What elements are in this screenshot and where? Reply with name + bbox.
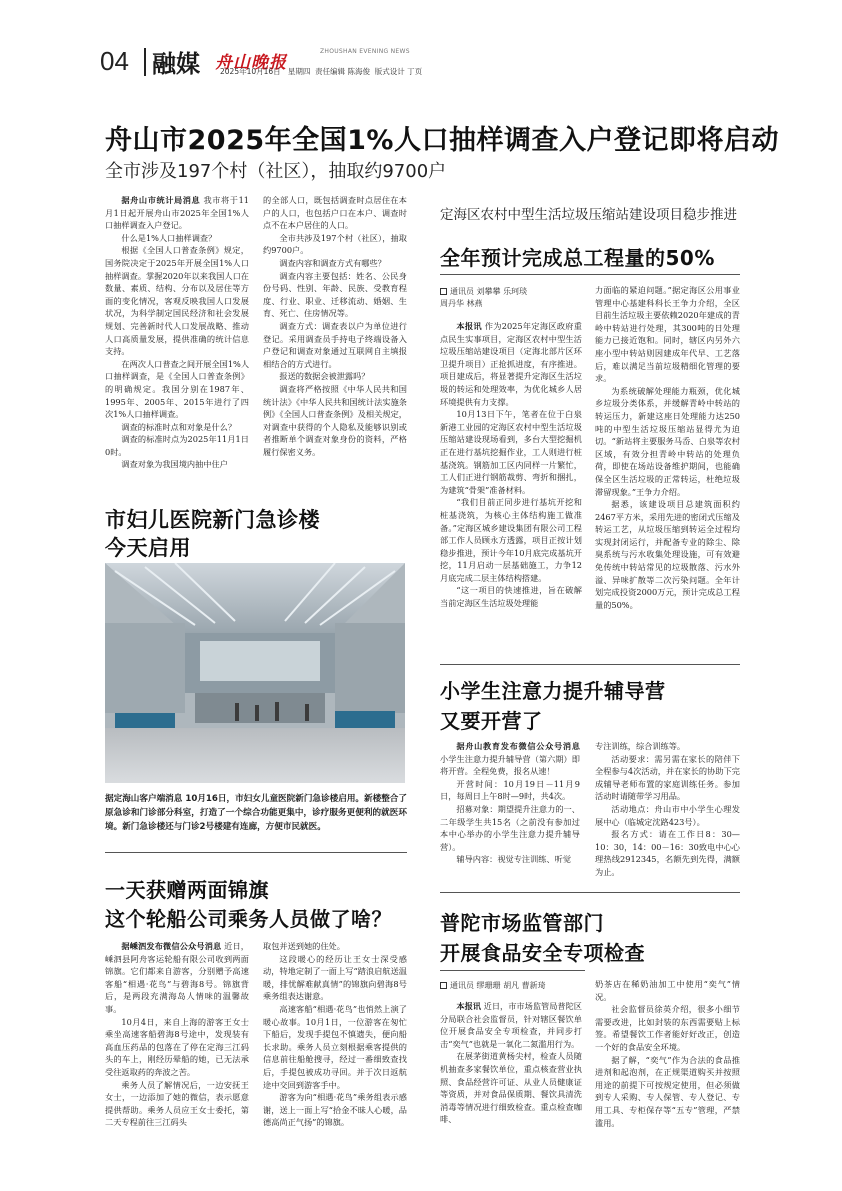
- article3-title: 市妇儿医院新门急诊楼 今天启用: [105, 508, 320, 560]
- article6-col1: 本报讯 近日，市市场监管局普陀区分局联合社会监督员，针对辖区餐饮单位开展食品安全专项检查，并同步打击“奕气”也就是一氧化二氮滥用行为。 在展茅街道黄杨尖村，检查人员随机抽查多家餐饮单位，重点核查营业执照、食品经营许可证、从业人员健康证等资质，并对食品保质期、餐饮具清洗消毒等情况进行细致检查。重点检查咖啡、: [440, 1001, 582, 1125]
- article6-col2: 奶茶店在稀奶油加工中使用“奕气”情况。 社会监督员徐英介绍，很多小细节需要改进，比如封装的东西需要贴上标签。希望餐饮工作者能好好改正，创造一个好的食品安全环境。 据了解，“奕气”作为合法的食品推进剂和起泡剂，在正规渠道购买并按照用途的前提下可按规定使用，但必须做到专人采购、专人保管、专人登记、专用工具、专柜保存等“五专”管理，严禁滥用。: [595, 979, 740, 1128]
- article2-byline: 通讯员 刘攀攀 乐珂琰 周丹华 林燕: [440, 287, 528, 308]
- article2-title: 全年预计完成总工程量的50%: [440, 246, 715, 270]
- paper-logo: 舟山晚报: [215, 53, 287, 73]
- page-number: 04: [100, 46, 129, 76]
- article4-col1: 据舟山教育发布微信公众号消息 小学生注意力提升辅导营（第六期）即将开营。全程免费，报名从速！ 开营时间：10月19日－11月9日，每周日上午8时—9时，共4次。 招募对象：期望提升注意力的一、二年级学生共15名（之前没有参加过本中心举办的小学生注意力提升辅导营）。 辅导内容：视觉专注训练、听觉: [440, 741, 580, 865]
- header-divider: [144, 48, 146, 76]
- article1-col1: 据舟山市统计局消息 我市将于11月1日起开展舟山市2025年全国1%人口抽样调查入户登记。 什么是1%人口抽样调查？ 根据《全国人口普查条例》规定，国务院决定于2025年开展全国1%人口抽样调查。掌握2020年以来我国人口在数量、素质、结构、分布以及居住等方面的变化情况，客观反映我国人口发展状况，为科学制定国民经济和社会发展规划、完善新时代人口发展战略、推动人口高质量发展，提供准确的统计信息支持。 在两次人口普查之间开展全国1%人口抽样调查，是《全国人口普查条例》的明确规定。我国分别在1987年、1995年、2005年、2015年进行了四次1%人口抽样调查。 调查的标准时点和对象是什么？ 调查的标准时点为2025年11月1日0时。 调查对象为我国境内抽中住户: [105, 195, 250, 470]
- article3-caption: 据定海山客户端消息 10月16日，市妇女儿童医院新门急诊楼启用。新楼整合了原急诊和门诊部分科室，打造了一个综合功能更集中，诊疗服务更便利的就医环境。新门急诊楼还与门诊2号楼建有连廊，方便市民就医。: [105, 794, 407, 832]
- article4-title: 小学生注意力提升辅导营 又要开营了: [440, 679, 666, 733]
- article6-byline: 通讯员 缪珊珊 胡凡 曹新琦: [440, 980, 590, 991]
- article5-col1: 据嵊泗发布微信公众号消息 近日，嵊泗县阿舟客运轮船有限公司收到两面锦旗。它们都来自游客，分别赠予高速客船“相遇·花鸟”与碧海8号。锦旗背后，是两段充满海岛人情味的温馨故事。 10月4日，来自上海的游客王女士乘坐高速客船碧海8号途中，发现装有高血压药品的包落在了停在定海三江码头的车上，刚经历晕船的她，已无法承受往返取药的奔波之苦。 乘务人员了解情况后，一边安抚王女士，一边添加了她的微信，表示愿意提供帮助。乘务人员应王女士委托，第二天专程前往三江码头: [105, 941, 249, 1128]
- article6-rule: [440, 970, 585, 971]
- article1-col2: 的全部人口，既包括调查时点居住在本户的人口，也包括户口在本户、调查时点不在本户居住的人口。 全市共涉及197个村（社区），抽取约9700户。 调查内容和调查方式有哪些？ 调查内容主要包括：姓名、公民身份号码、性别、年龄、民族、受教育程度、行业、职业、迁移流动、婚姻、生育、死亡、住房情况等。 调查方式：调查表以户为单位进行登记。采用调查员手持电子终端设备入户登记和调查对象通过互联网自主填报相结合的方式进行。 报送的数据会被泄露吗？ 调查将严格按照《中华人民共和国统计法》《中华人民共和国统计法实施条例》《全国人口普查条例》及相关规定，对调查中获得的个人隐私及能够识别或者推断单个调查对象身份的资料，严格履行保密义务。: [263, 195, 407, 457]
- article2-rule: [440, 274, 740, 275]
- header-meta: 2025年10月16日 星期四 责任编辑 陈海俊 版式设计 丁页: [220, 67, 423, 76]
- article1-lead: 据舟山市统计局消息: [121, 195, 201, 205]
- article6-title: 普陀市场监管部门 开展食品安全专项检查: [440, 911, 645, 965]
- section-name: 融媒: [152, 50, 200, 78]
- article4-top-rule: [440, 664, 740, 665]
- article2-col2: 力面临的紧迫问题。”据定海区公用事业管理中心基建科科长王争力介绍，全区目前生活垃圾主要依赖2020年建成的青岭中转站进行处理，其300吨的日处理能力已接近饱和。同时，辖区内另外六座小型中转站则因建成年代早、工艺落后，难以满足当前垃圾精细化管理的要求。 为系统破解处理能力瓶颈，优化城乡垃圾分类体系，并缓解青岭中转站的转运压力，新建这座日处理能力达250吨的中型生活垃圾压缩站显得尤为迫切。“新站将主要服务马岙、白泉等农村区域，有效分担青岭中转站的处理负荷，即使在场站设备维护期间，也能确保全区生活垃圾的正常转运，杜绝垃圾滞留现象。”王争力介绍。 据悉，该建设项目总建筑面积约2467平方米，采用先进的密闭式压缩及转运工艺，从垃圾压缩到转运全过程均实现封闭运行，并配备专业的除尘、除臭系统与污水收集处理设施，可有效避免传统中转站常见的垃圾散落、污水外溢、异味扩散等二次污染问题。全年计划完成投资2000万元，预计完成总工程量的50%。: [595, 285, 740, 610]
- article3-rule: [105, 852, 407, 853]
- hospital-lobby-photo: [105, 563, 405, 783]
- article1-title: 舟山市2025年全国1%人口抽样调查入户登记即将启动: [105, 125, 779, 156]
- article5-title: 一天获赠两面锦旗 这个轮船公司乘务人员做了啥？: [105, 878, 392, 931]
- article4-bottom-rule: [440, 892, 740, 893]
- article2-col1: 本报讯 作为2025年定海区政府重点民生实事项目，定海区农村中型生活垃圾压缩站建设项目（定海北部片区环卫提升项目）正抢抓进度，有序推进。项目建成后，将显著提升定海区生活垃圾的转运和处理效率，为优化城乡人居环境提供有力支撑。 10月13日下午，笔者在位于白泉新港工业园的定海区农村中型生活垃圾压缩站建设现场看到，多台大型挖掘机正在进行基坑挖掘作业，工人则进行桩基浇筑。钢筋加工区内同样一片繁忙，工人们正进行钢筋裁剪、弯折和捆扎，为建筑“骨架”准备材料。 “我们目前正同步进行基坑开挖和桩基浇筑，为核心主体结构施工做准备。”定海区城乡建设集团有限公司工程部工作人员顾永方透露，项目正按计划稳步推进，预计今年10月底完成基坑开挖，11月启动一层基础施工，力争12月底完成二层主体结构搭建。 “这一项目的快速推进，旨在破解当前定海区生活垃圾处理能: [440, 321, 582, 609]
- page-header: [100, 42, 740, 82]
- article1-subtitle: 全市涉及197个村（社区），抽取约9700户: [105, 161, 447, 182]
- article4-col2: 专注训练，综合训练等。 活动要求：需另需在家长的陪伴下全程参与4次活动，并在家长的协助下完成辅导老师布置的家庭训练任务。参加活动时请随带学习用品。 活动地点：舟山市中小学生心理发展中心（临城定沈路423号）。 报名方式：请在工作日8：30—10：30，14：00－16：30致电中心心理热线2912345，名额先到先得，满额为止。: [595, 741, 740, 877]
- article5-col2: 取包并送到她的住处。 这段暖心的经历让王女士深受感动，特地定制了一面上写“踏浪启航送温暖，排忧解难献真情”的锦旗向碧海8号乘务组表达谢意。 高速客船“相遇·花鸟”也悄然上演了暖心故事。10月1日，一位游客在匆忙下船后，发现手提包不慎遗失，便向船长求助。乘务人员立刻根据乘客提供的信息前往船舱搜寻，经过一番细致查找后，手提包被成功寻回。并于次日返航途中交回到游客手中。 游客为向“相遇·花鸟”乘务组表示感谢，送上一面上写“拾金不昧人心暖，品德高尚正气扬”的锦旗。: [263, 941, 407, 1128]
- article2-kicker: 定海区农村中型生活垃圾压缩站建设项目稳步推进: [440, 207, 737, 223]
- paper-name-en: ZHOUSHAN EVENING NEWS: [320, 48, 410, 55]
